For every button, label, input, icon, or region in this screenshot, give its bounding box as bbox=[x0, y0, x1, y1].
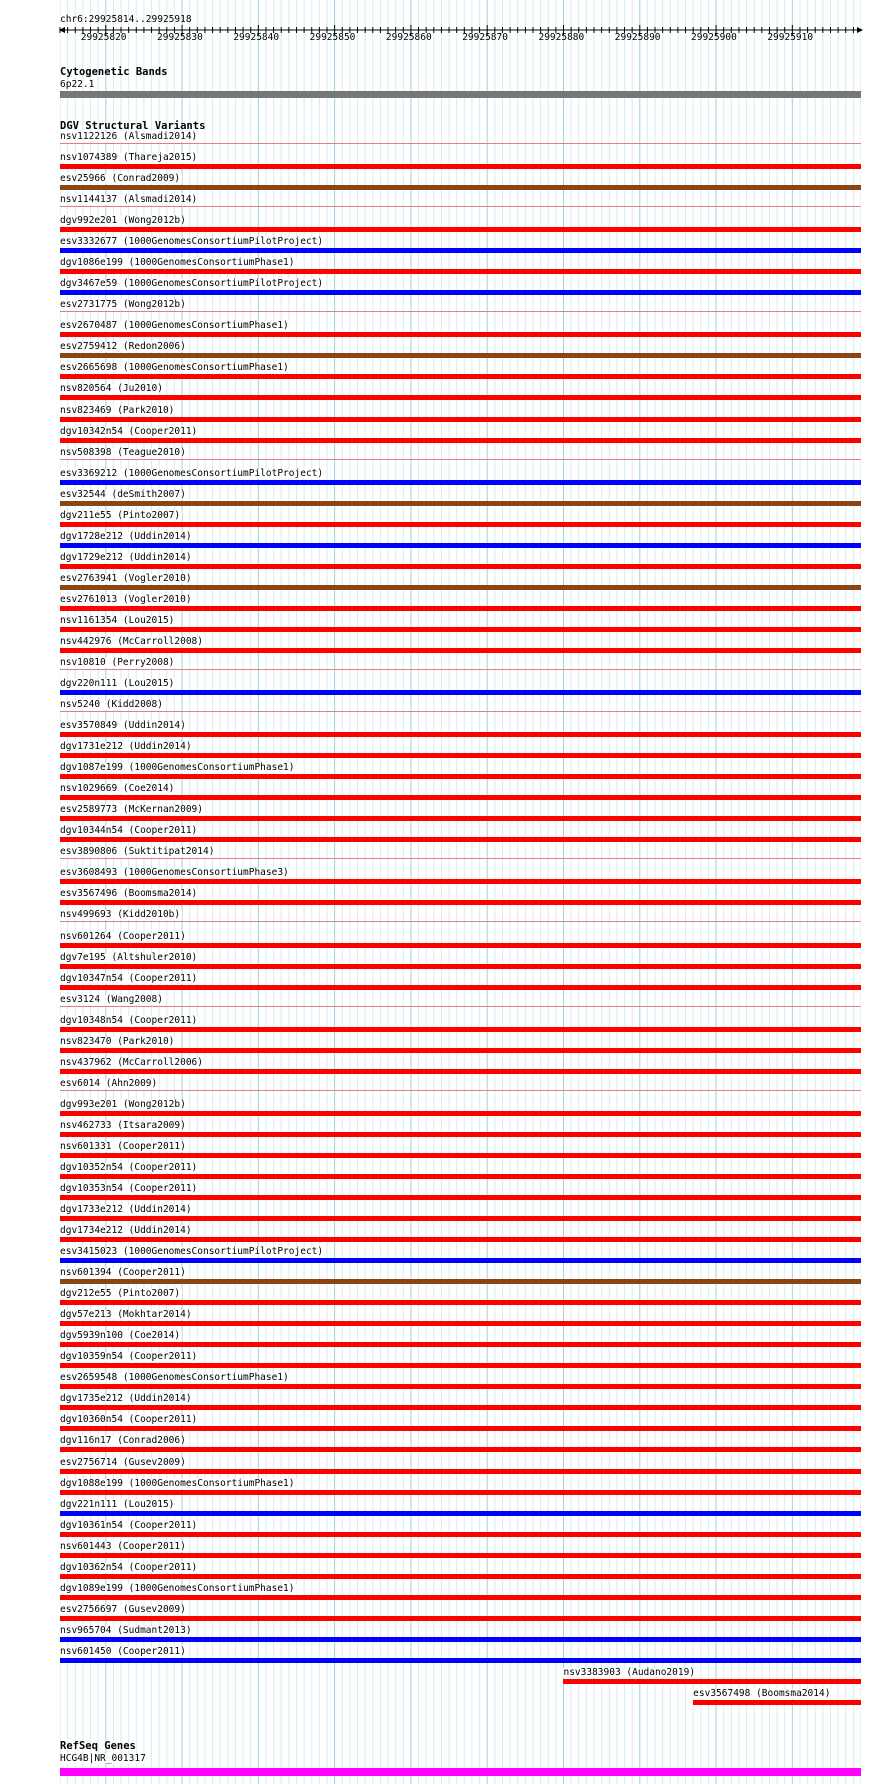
variant-bar[interactable] bbox=[60, 1132, 861, 1137]
variant-label[interactable]: dgv10348n54 (Cooper2011) bbox=[60, 1014, 198, 1026]
variant-bar[interactable] bbox=[60, 185, 861, 190]
variant-label[interactable]: dgv212e55 (Pinto2007) bbox=[60, 1288, 181, 1300]
ruler-tick-label: 29925840 bbox=[233, 32, 280, 43]
ruler-tick-label: 29925860 bbox=[385, 32, 432, 43]
variant-label[interactable]: dgv1087e199 (1000GenomesConsortiumPhase1) bbox=[60, 762, 295, 774]
variant-bar[interactable] bbox=[563, 1679, 861, 1684]
variant-bar[interactable] bbox=[60, 1279, 861, 1284]
variant-bar[interactable] bbox=[60, 1405, 861, 1410]
variant-bar[interactable] bbox=[60, 143, 861, 144]
variant-bar[interactable] bbox=[60, 627, 861, 632]
variant-label[interactable]: dgv10361n54 (Cooper2011) bbox=[60, 1519, 198, 1531]
variant-label[interactable]: esv3567498 (Boomsma2014) bbox=[693, 1687, 831, 1699]
variant-bar[interactable] bbox=[60, 1658, 861, 1663]
ruler-tick-label: 29925870 bbox=[462, 32, 508, 43]
variant-bar[interactable] bbox=[60, 1511, 861, 1516]
variant-label[interactable]: dgv1734e212 (Uddin2014) bbox=[60, 1225, 192, 1237]
variant-label[interactable]: dgv10360n54 (Cooper2011) bbox=[60, 1414, 198, 1426]
variant-label[interactable]: dgv1735e212 (Uddin2014) bbox=[60, 1393, 192, 1405]
variant-bar[interactable] bbox=[60, 690, 861, 695]
coordinate-label: chr6:29925814..29925918 bbox=[60, 14, 192, 25]
variant-label[interactable]: nsv823469 (Park2010) bbox=[60, 404, 175, 416]
variant-label[interactable]: dgv1731e212 (Uddin2014) bbox=[60, 741, 192, 753]
variant-bar[interactable] bbox=[60, 585, 861, 590]
variant-bar[interactable] bbox=[60, 1237, 861, 1242]
variant-label[interactable]: nsv1029669 (Coe2014) bbox=[60, 783, 175, 795]
variant-bar[interactable] bbox=[60, 543, 861, 548]
variant-label[interactable]: esv3124 (Wang2008) bbox=[60, 993, 163, 1005]
variant-label[interactable]: dgv10353n54 (Cooper2011) bbox=[60, 1183, 198, 1194]
variant-bar[interactable] bbox=[60, 1090, 861, 1091]
variant-bar[interactable] bbox=[60, 1384, 861, 1389]
variant-label[interactable]: nsv508398 (Teague2010) bbox=[60, 446, 186, 458]
variant-bar[interactable] bbox=[60, 1363, 861, 1368]
variant-label[interactable]: dgv992e201 (Wong2012b) bbox=[60, 215, 186, 227]
variant-bar[interactable] bbox=[60, 606, 861, 611]
cytoband-bar[interactable] bbox=[60, 91, 861, 98]
variant-bar[interactable] bbox=[60, 290, 861, 295]
variant-bar[interactable] bbox=[60, 711, 861, 712]
ruler-tick-label: 29925900 bbox=[691, 32, 737, 43]
variant-bar[interactable] bbox=[60, 248, 861, 253]
variant-bar[interactable] bbox=[60, 522, 861, 527]
variant-bar[interactable] bbox=[60, 374, 861, 379]
variant-bar[interactable] bbox=[60, 1153, 861, 1158]
variant-bar[interactable] bbox=[60, 395, 861, 400]
variant-label[interactable]: dgv220n111 (Lou2015) bbox=[60, 678, 175, 690]
variant-label[interactable]: esv3890806 (Suktitipat2014) bbox=[60, 846, 215, 858]
variant-bar[interactable] bbox=[60, 900, 861, 905]
variant-label[interactable]: dgv7e195 (Altshuler2010) bbox=[60, 951, 198, 963]
variant-bar[interactable] bbox=[60, 438, 861, 443]
variant-label[interactable]: nsv1144137 (Alsmadi2014) bbox=[60, 194, 198, 206]
variant-label[interactable]: nsv601394 (Cooper2011) bbox=[60, 1267, 186, 1279]
variant-bar[interactable] bbox=[60, 1637, 861, 1642]
variant-label[interactable]: esv6014 (Ahn2009) bbox=[60, 1077, 158, 1089]
variant-label[interactable]: nsv442976 (McCarroll2008) bbox=[60, 635, 203, 647]
variant-bar[interactable] bbox=[693, 1700, 861, 1705]
variant-label[interactable]: esv3332677 (1000GenomesConsortiumPilotProject) bbox=[60, 236, 324, 248]
variant-bar[interactable] bbox=[60, 1532, 861, 1537]
variant-label[interactable]: nsv462733 (Itsara2009) bbox=[60, 1119, 186, 1131]
variant-bar[interactable] bbox=[60, 753, 861, 758]
variant-bar[interactable] bbox=[60, 1111, 861, 1116]
variant-label[interactable]: esv2665698 (1000GenomesConsortiumPhase1) bbox=[60, 362, 289, 374]
variant-bar[interactable] bbox=[60, 332, 861, 337]
variant-label[interactable]: nsv10810 (Perry2008) bbox=[60, 657, 175, 668]
variant-bar[interactable] bbox=[60, 816, 861, 821]
variant-bar[interactable] bbox=[60, 1069, 861, 1074]
ruler-tick-label: 29925830 bbox=[157, 32, 203, 43]
variant-label[interactable]: nsv499693 (Kidd2010b) bbox=[60, 909, 181, 921]
dgv-track-title: DGV Structural Variants bbox=[60, 120, 206, 132]
variant-label[interactable]: dgv116n17 (Conrad2006) bbox=[60, 1435, 186, 1447]
variant-label[interactable]: dgv10344n54 (Cooper2011) bbox=[60, 825, 198, 837]
variant-bar[interactable] bbox=[60, 206, 861, 207]
refseq-track-title: RefSeq Genes bbox=[60, 1740, 136, 1752]
variant-bar[interactable] bbox=[60, 1174, 861, 1179]
variant-label[interactable]: esv2759412 (Redon2006) bbox=[60, 341, 186, 353]
ruler-tick-label: 29925880 bbox=[538, 32, 585, 43]
variant-bar[interactable] bbox=[60, 1574, 861, 1579]
variant-label[interactable]: dgv10347n54 (Cooper2011) bbox=[60, 972, 198, 984]
variant-bar[interactable] bbox=[60, 879, 861, 884]
variant-label[interactable]: nsv601450 (Cooper2011) bbox=[60, 1645, 186, 1657]
variant-bar[interactable] bbox=[60, 1216, 861, 1221]
variant-label[interactable]: esv3608493 (1000GenomesConsortiumPhase3) bbox=[60, 867, 289, 879]
variant-label[interactable]: esv2659548 (1000GenomesConsortiumPhase1) bbox=[60, 1372, 289, 1384]
variant-bar[interactable] bbox=[60, 480, 861, 485]
variant-label[interactable]: dgv1729e212 (Uddin2014) bbox=[60, 551, 192, 563]
variant-label[interactable]: nsv601264 (Cooper2011) bbox=[60, 930, 186, 942]
variant-label[interactable]: dgv10362n54 (Cooper2011) bbox=[60, 1561, 198, 1573]
variant-bar[interactable] bbox=[60, 964, 861, 969]
variant-label[interactable]: dgv3467e59 (1000GenomesConsortiumPilotProject) bbox=[60, 278, 324, 290]
cytoband-label: 6p22.1 bbox=[60, 79, 95, 90]
variant-label[interactable]: esv2731775 (Wong2012b) bbox=[60, 299, 186, 311]
variant-label[interactable]: dgv1089e199 (1000GenomesConsortiumPhase1) bbox=[60, 1582, 295, 1594]
variant-bar[interactable] bbox=[60, 795, 861, 800]
variant-bar[interactable] bbox=[60, 1553, 861, 1558]
variant-bar[interactable] bbox=[60, 1426, 861, 1431]
variant-label[interactable]: nsv965704 (Sudmant2013) bbox=[60, 1624, 192, 1636]
refseq-gene-label[interactable]: HCG4B|NR_001317 bbox=[60, 1753, 146, 1764]
ruler-tick-label: 29925820 bbox=[80, 32, 127, 43]
variant-bar[interactable] bbox=[60, 164, 861, 169]
variant-label[interactable]: nsv437962 (McCarroll2006) bbox=[60, 1056, 203, 1068]
variant-bar[interactable] bbox=[60, 648, 861, 653]
variant-label[interactable]: esv32544 (deSmith2007) bbox=[60, 488, 186, 500]
variant-label[interactable]: dgv211e55 (Pinto2007) bbox=[60, 509, 181, 521]
variant-label[interactable]: dgv10352n54 (Cooper2011) bbox=[60, 1161, 198, 1173]
variant-label[interactable]: esv2756714 (Gusev2009) bbox=[60, 1456, 186, 1468]
variant-bar[interactable] bbox=[60, 1006, 861, 1007]
variant-bar[interactable] bbox=[60, 1195, 861, 1200]
variant-label[interactable]: esv3567496 (Boomsma2014) bbox=[60, 888, 198, 900]
variant-label[interactable]: nsv1074389 (Thareja2015) bbox=[60, 152, 198, 164]
variant-bar[interactable] bbox=[60, 774, 861, 779]
variant-bar[interactable] bbox=[60, 1469, 861, 1474]
variant-label[interactable]: esv2670487 (1000GenomesConsortiumPhase1) bbox=[60, 320, 289, 332]
variant-bar[interactable] bbox=[60, 858, 861, 859]
variant-bar[interactable] bbox=[60, 227, 861, 232]
variant-bar[interactable] bbox=[60, 1027, 861, 1032]
variant-bar[interactable] bbox=[60, 1321, 861, 1326]
variant-label[interactable]: dgv1733e212 (Uddin2014) bbox=[60, 1204, 192, 1216]
variant-label[interactable]: dgv57e213 (Mokhtar2014) bbox=[60, 1309, 192, 1321]
variant-label[interactable]: dgv5939n100 (Coe2014) bbox=[60, 1330, 181, 1342]
variant-bar[interactable] bbox=[60, 459, 861, 460]
variant-bar[interactable] bbox=[60, 269, 861, 274]
variant-label[interactable]: dgv1728e212 (Uddin2014) bbox=[60, 530, 192, 542]
variant-label[interactable]: dgv221n111 (Lou2015) bbox=[60, 1498, 175, 1510]
ruler-tick-label: 29925910 bbox=[767, 32, 814, 43]
variant-bar[interactable] bbox=[60, 501, 861, 506]
cytoband-track-title: Cytogenetic Bands bbox=[60, 66, 168, 78]
variant-label[interactable]: esv3415023 (1000GenomesConsortiumPilotProject) bbox=[60, 1246, 324, 1258]
ruler-tick-label: 29925890 bbox=[614, 32, 661, 43]
variant-bar[interactable] bbox=[60, 1616, 861, 1621]
variant-label[interactable]: esv3369212 (1000GenomesConsortiumPilotProject) bbox=[60, 467, 324, 479]
variant-bar[interactable] bbox=[60, 837, 861, 842]
variant-label[interactable]: nsv5240 (Kidd2008) bbox=[60, 699, 163, 711]
variant-label[interactable]: esv25966 (Conrad2009) bbox=[60, 173, 181, 185]
variant-label[interactable]: dgv993e201 (Wong2012b) bbox=[60, 1098, 186, 1110]
variant-bar[interactable] bbox=[60, 732, 861, 737]
variant-label[interactable]: esv2763941 (Vogler2010) bbox=[60, 572, 192, 584]
variant-bar[interactable] bbox=[60, 1342, 861, 1347]
variant-bar[interactable] bbox=[60, 417, 861, 422]
variant-label[interactable]: esv2761013 (Vogler2010) bbox=[60, 593, 192, 605]
variant-label[interactable]: nsv823470 (Park2010) bbox=[60, 1035, 175, 1047]
variant-label[interactable]: nsv601331 (Cooper2011) bbox=[60, 1140, 186, 1152]
variant-bar[interactable] bbox=[60, 564, 861, 569]
variant-label[interactable]: nsv601443 (Cooper2011) bbox=[60, 1540, 186, 1552]
variant-label[interactable]: nsv3383903 (Audano2019) bbox=[563, 1666, 696, 1678]
variant-bar[interactable] bbox=[60, 311, 861, 312]
variant-bar[interactable] bbox=[60, 353, 861, 358]
variant-bar[interactable] bbox=[60, 1490, 861, 1495]
variant-label[interactable]: nsv1122126 (Alsmadi2014) bbox=[60, 131, 198, 142]
variant-label[interactable]: dgv1088e199 (1000GenomesConsortiumPhase1) bbox=[60, 1477, 295, 1489]
variant-bar[interactable] bbox=[60, 921, 861, 922]
variant-label[interactable]: nsv1161354 (Lou2015) bbox=[60, 614, 175, 626]
variant-bar[interactable] bbox=[60, 943, 861, 948]
variant-label[interactable]: dgv10342n54 (Cooper2011) bbox=[60, 425, 198, 437]
variant-bar[interactable] bbox=[60, 1048, 861, 1053]
variant-bar[interactable] bbox=[60, 1258, 861, 1263]
refseq-gene-bar[interactable] bbox=[60, 1768, 861, 1776]
variant-label[interactable]: dgv10359n54 (Cooper2011) bbox=[60, 1351, 198, 1363]
variant-label[interactable]: nsv820564 (Ju2010) bbox=[60, 383, 163, 395]
variant-label[interactable]: esv3570849 (Uddin2014) bbox=[60, 720, 186, 732]
variant-label[interactable]: dgv1086e199 (1000GenomesConsortiumPhase1) bbox=[60, 257, 295, 269]
variant-bar[interactable] bbox=[60, 1447, 861, 1452]
variant-bar[interactable] bbox=[60, 1300, 861, 1305]
variant-bar[interactable] bbox=[60, 669, 861, 670]
variant-bar[interactable] bbox=[60, 985, 861, 990]
ruler-right-arrow-icon bbox=[857, 27, 863, 33]
ruler-tick-label: 29925850 bbox=[309, 32, 356, 43]
variant-bar[interactable] bbox=[60, 1595, 861, 1600]
variant-label[interactable]: esv2589773 (McKernan2009) bbox=[60, 804, 203, 816]
variant-label[interactable]: esv2756697 (Gusev2009) bbox=[60, 1603, 186, 1615]
